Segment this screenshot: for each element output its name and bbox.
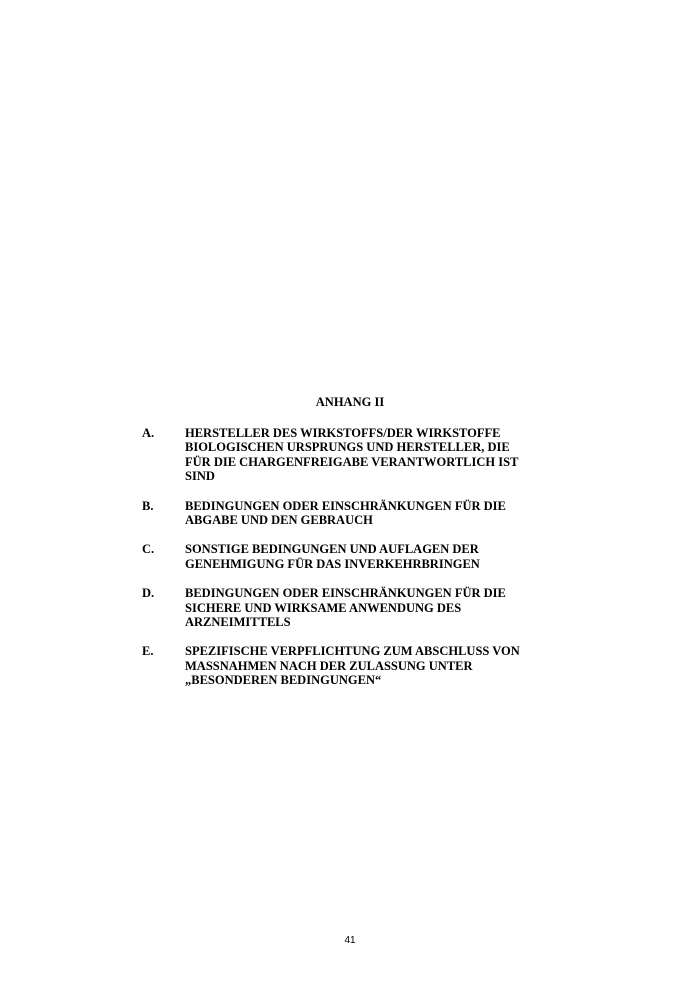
section-text: BEDINGUNGEN ODER EINSCHRÄNKUNGEN FÜR DIE SICHERE UND WIRKSAME ANWENDUNG DES ARZNEIMITTELS (185, 586, 506, 630)
page-title: ANHANG II (315, 395, 385, 409)
section-item (142, 542, 542, 571)
section-text: BEDINGUNGEN ODER EINSCHRÄNKUNGEN FÜR DIE ABGABE UND DEN GEBRAUCH (185, 498, 506, 528)
section-item (142, 586, 542, 629)
page-number: 41 (344, 935, 356, 946)
section-item (142, 499, 542, 528)
section-letter: C. (142, 542, 155, 557)
section-text: SPEZIFISCHE VERPFLICHTUNG ZUM ABSCHLUSS VON MASSNAHMEN NACH DER ZULASSUNG UNTER „BESONDEREN BEDINGUNGEN“ (185, 644, 520, 688)
section-text: HERSTELLER DES WIRKSTOFFS/DER WIRKSTOFFE BIOLOGISCHEN URSPRUNGS UND HERSTELLER, DIE FÜR DIE CHARGENFREIGABE VERANTWORTLICH IST SIND (185, 426, 519, 484)
section-letter: B. (142, 498, 154, 513)
section-item (142, 426, 542, 484)
section-list (142, 426, 542, 703)
section-item (142, 644, 542, 687)
section-letter: D. (142, 586, 155, 601)
section-letter: A. (142, 426, 155, 440)
section-letter: E. (142, 644, 154, 659)
section-text: SONSTIGE BEDINGUNGEN UND AUFLAGEN DER GENEHMIGUNG FÜR DAS INVERKEHRBRINGEN (185, 542, 480, 571)
